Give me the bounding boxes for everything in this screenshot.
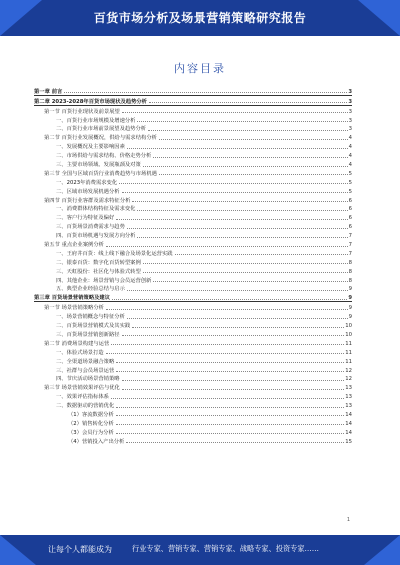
toc-entry-title: 第三节 全国与区域百货行业消费趋势与市场机遇 [44,170,157,177]
toc-leader-dots [153,281,347,282]
toc-entry[interactable] [34,436,352,445]
toc-entry-page: 7 [348,233,352,240]
toc-leader-dots [175,254,348,255]
toc-entry[interactable] [34,302,352,311]
toc-entry[interactable] [34,186,352,195]
toc-leader-dots [127,318,348,319]
toc-entry[interactable] [34,257,352,266]
toc-entry[interactable] [34,320,352,329]
toc-entry[interactable] [34,418,352,427]
toc-entry-title: 二、百货行业市场前景展望及趋势分析 [56,126,147,133]
toc-entry[interactable] [34,266,352,275]
toc-entry-title: 一、场景营销概念与特征分析 [56,314,125,321]
table-of-contents [34,86,352,445]
toc-entry-title: 第一节 场景营销策略分析 [44,305,104,312]
toc-entry-page: 8 [348,268,352,275]
toc-entry-title: 一、王府井百货：线上线下融合及场景化运营实践 [56,250,173,257]
toc-entry-page: 4 [348,135,352,142]
toc-leader-dots [122,389,344,390]
toc-leader-dots [148,130,348,131]
toc-entry-page: 11 [345,340,352,347]
toc-entry-page: 5 [348,170,352,177]
toc-entry-page: 13 [345,385,352,392]
footer-right-accent [364,535,400,565]
toc-leader-dots [143,166,348,167]
toc-entry[interactable] [34,86,352,96]
toc-leader-dots [149,102,347,103]
toc-entry-page: 4 [348,162,352,169]
header-banner [0,0,400,36]
toc-entry-title: 四、百货市场机遇与发展方向分析 [56,233,136,240]
toc-leader-dots [159,174,348,175]
toc-entry-title: 三、百货场景消费需求与趋势 [56,224,125,231]
toc-leader-dots [122,192,348,193]
toc-entry[interactable] [34,221,352,230]
toc-entry[interactable] [34,409,352,418]
toc-leader-dots [137,121,347,122]
toc-entry-title: 四、节庆活动场景营销策略 [56,376,120,383]
toc-entry[interactable] [34,284,352,293]
toc-entry[interactable] [34,230,352,239]
toc-entry-title: 一、发展概况及主要影响因素 [56,144,125,151]
toc-entry[interactable] [34,248,352,257]
toc-entry[interactable] [34,177,352,186]
toc-entry-page: 13 [345,394,352,401]
toc-entry-page: 9 [348,305,352,312]
toc-leader-dots [112,299,347,300]
toc-entry-title: （1）客流数据分析 [68,411,114,418]
toc-entry-title: 二、市场供给与需求结构、价格走势分析 [56,153,152,160]
toc-leader-dots [159,139,348,140]
toc-entry-title: 第二章 2023-2028年百货市场现状及趋势分析 [34,98,147,105]
toc-entry-title: 二、客户行为特征及偏好 [56,215,115,222]
toc-leader-dots [127,148,348,149]
toc-entry-page: 10 [345,331,352,338]
toc-entry-title: 二、数据驱动的营销优化 [56,403,115,410]
footer-left-accent [0,535,36,565]
toc-entry[interactable] [34,427,352,436]
toc-entry-page: 3 [348,117,352,124]
toc-entry-page: 9 [348,314,352,321]
toc-heading: 内容目录 [174,62,226,75]
toc-entry[interactable] [34,124,352,133]
toc-entry-page: 6 [348,215,352,222]
footer-roles: 行业专家、营销专家、营销专家、战略专家、投资专家…… [132,544,319,553]
toc-entry-title: 三、天虹股份：社区化与体验式转型 [56,268,141,275]
toc-entry[interactable] [34,347,352,356]
toc-entry-title: （4）营销投入产出分析 [68,438,125,445]
report-title: 百货市场分析及场景营销策略研究报告 [93,11,307,25]
toc-entry-page: 5 [348,188,352,195]
toc-entry[interactable] [34,329,352,338]
toc-entry[interactable] [34,292,352,302]
toc-leader-dots [116,424,345,425]
toc-entry-page: 9 [348,295,352,302]
toc-leader-dots [116,415,345,416]
toc-entry[interactable] [34,106,352,115]
toc-entry-title: 第五节 重点企业案例分析 [44,242,104,249]
toc-leader-dots [111,398,344,399]
toc-entry[interactable] [34,365,352,374]
toc-entry-page: 11 [345,358,352,365]
toc-entry[interactable] [34,374,352,383]
footer-slogan: 让每个人都能成为 [48,545,112,554]
toc-leader-dots [132,327,344,328]
toc-leader-dots [106,246,348,247]
toc-entry[interactable] [34,168,352,177]
toc-entry-title: 第一章 前言 [34,88,63,95]
toc-leader-dots [143,272,348,273]
toc-entry[interactable] [34,212,352,221]
toc-leader-dots [132,201,347,202]
toc-entry-page: 8 [348,277,352,284]
toc-leader-dots [111,344,344,345]
toc-entry[interactable] [34,195,352,204]
toc-leader-dots [127,290,348,291]
toc-entry[interactable] [34,400,352,409]
toc-entry-page: 10 [345,323,352,330]
toc-entry-title: 三、社群与会员场景运营 [56,367,115,374]
toc-entry-page: 13 [345,403,352,410]
toc-entry[interactable] [34,382,352,391]
toc-leader-dots [137,210,347,211]
toc-entry-page: 8 [348,259,352,266]
toc-leader-dots [116,433,345,434]
toc-entry[interactable] [34,391,352,400]
toc-entry-title: （3）会员行为分析 [68,429,114,436]
toc-entry[interactable] [34,96,352,106]
footer-banner [0,535,400,565]
toc-leader-dots [106,309,348,310]
toc-leader-dots [126,442,344,443]
toc-leader-dots [116,407,344,408]
toc-entry[interactable] [34,150,352,159]
toc-entry-title: 二、全渠道场景融合策略 [56,358,115,365]
toc-entry[interactable] [34,239,352,248]
toc-entry[interactable] [34,275,352,284]
toc-entry-title: 一、体验式场景打造 [56,349,104,356]
toc-entry[interactable] [34,338,352,347]
toc-entry-title: 四、其他企业：场景营销与会员运营创新 [56,277,152,284]
toc-entry-title: 二、区域市场发展机遇分析 [56,188,120,195]
toc-entry-page: 11 [345,349,352,356]
toc-entry[interactable] [34,141,352,150]
toc-entry-title: 一、2023年消费需求变化 [56,179,118,186]
toc-entry[interactable] [34,356,352,365]
toc-leader-dots [116,219,347,220]
toc-leader-dots [143,263,348,264]
toc-entry-title: 第二节 百货行业发展概况，供给与需求结构分析 [44,135,157,142]
toc-entry-title: 三、百货场景营销创新路径 [56,331,120,338]
toc-entry-title: 第一节 百货行业现状及前景展望 [44,108,120,115]
toc-entry-page: 3 [348,126,352,133]
toc-entry-title: （2）销售转化分析 [68,420,114,427]
toc-entry-page: 7 [348,242,352,249]
toc-leader-dots [64,92,347,93]
toc-leader-dots [116,362,344,363]
toc-entry-page: 12 [345,367,352,374]
toc-entry-page: 6 [348,197,352,204]
toc-entry-page: 14 [345,411,352,418]
page-number: 1 [346,517,350,523]
toc-entry-page: 6 [348,224,352,231]
toc-entry-title: 二、百货场景营销模式及其实践 [56,323,131,330]
toc-leader-dots [122,335,345,336]
toc-entry[interactable] [34,115,352,124]
toc-entry[interactable] [34,204,352,213]
toc-entry-page: 12 [345,376,352,383]
toc-leader-dots [106,353,345,354]
toc-entry-page: 3 [348,98,352,105]
toc-entry-title: 一、百货行业市场规模及增速分析 [56,117,136,124]
toc-entry-page: 4 [348,144,352,151]
toc-entry-page: 15 [345,438,352,445]
toc-entry-page: 14 [345,429,352,436]
toc-entry-page: 3 [348,88,352,95]
toc-entry-title: 第三节 场景营销效果评估与优化 [44,385,120,392]
toc-entry-page: 3 [348,108,352,115]
toc-entry-title: 三、主要市场领域、发展瓶颈及对策 [56,162,141,169]
toc-entry[interactable] [34,311,352,320]
toc-leader-dots [122,112,348,113]
toc-entry-page: 9 [348,286,352,293]
toc-entry-title: 二、银泰百货：数字化百货转型案例 [56,259,141,266]
toc-leader-dots [127,228,348,229]
toc-entry-title: 第三章 百货场景营销策略及建议 [34,295,111,302]
toc-entry-title: 一、消费群体结构特征及需求变化 [56,206,136,213]
toc-entry-title: 一、效果评估指标体系 [56,394,109,401]
toc-entry-title: 第四节 百货行业客群及需求特征分析 [44,197,131,204]
toc-leader-dots [122,380,345,381]
toc-entry-page: 4 [348,153,352,160]
toc-leader-dots [116,371,344,372]
toc-entry[interactable] [34,132,352,141]
toc-entry-title: 五、典型企业经验总结与启示 [56,286,125,293]
toc-leader-dots [137,237,347,238]
toc-entry-page: 7 [348,250,352,257]
toc-entry-page: 6 [348,206,352,213]
toc-entry[interactable] [34,159,352,168]
toc-entry-page: 14 [345,420,352,427]
toc-leader-dots [119,183,347,184]
toc-entry-title: 第二节 消费场景构建与运营 [44,340,110,347]
toc-leader-dots [153,157,347,158]
toc-entry-page: 5 [348,179,352,186]
